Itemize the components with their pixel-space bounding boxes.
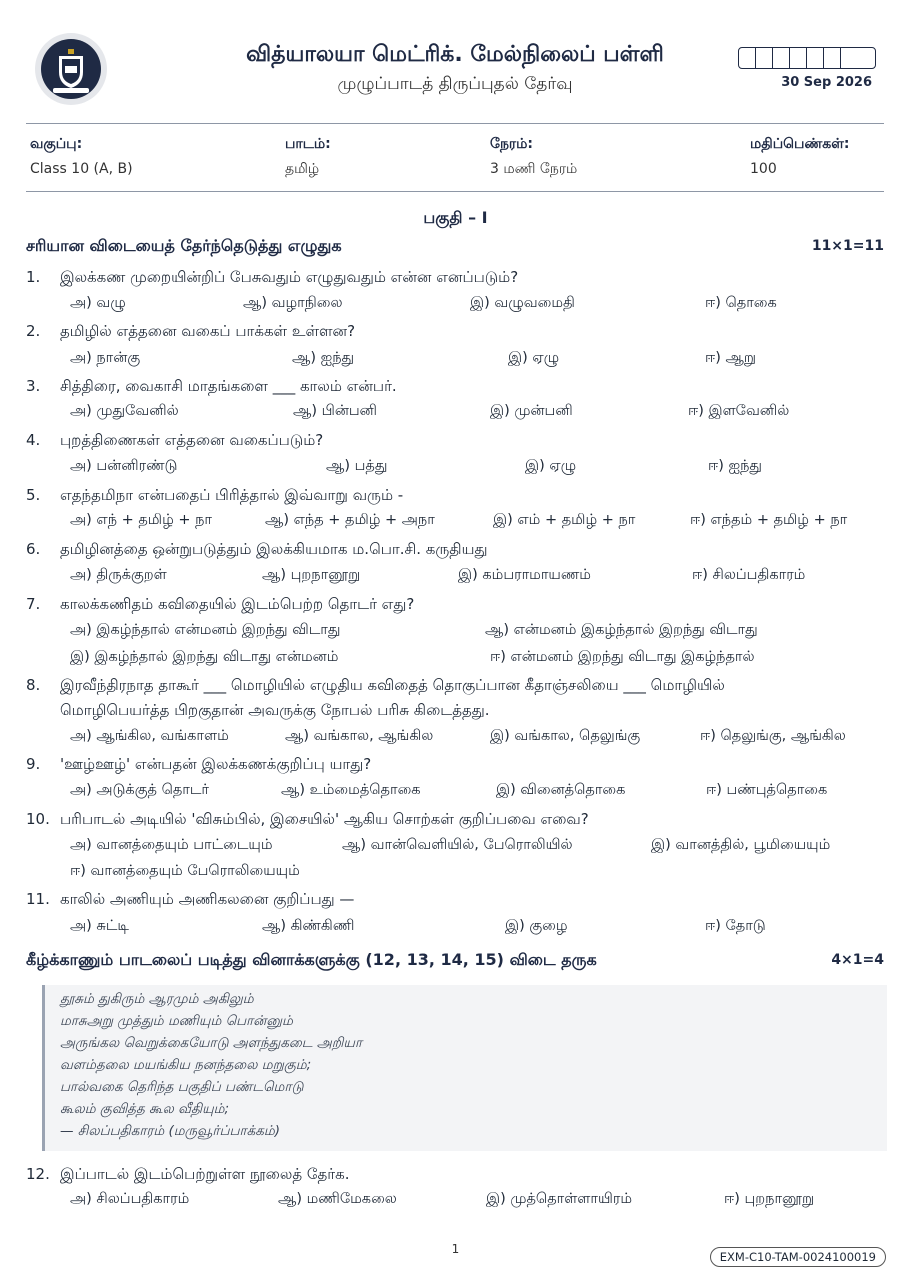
option: ஈ) தெலுங்கு, ஆங்கில	[700, 728, 846, 744]
option: ஈ) எந்தம் + தமிழ் + நா	[690, 512, 848, 528]
meta-value: 3 மணி நேரம்	[490, 161, 578, 177]
option: ஆ) பின்பனி	[293, 403, 378, 419]
question-number: 4.	[26, 431, 41, 449]
question-number: 7.	[26, 595, 41, 613]
question-text: சித்திரை, வைகாசி மாதங்களை ___ காலம் என்பர்.	[60, 377, 397, 395]
poem-source: — சிலப்பதிகாரம் (மருவூர்ப்பாக்கம்)	[60, 1123, 281, 1139]
option: இ) ஏழு	[508, 350, 560, 366]
option: ஈ) ஐந்து	[708, 458, 763, 474]
school-name: வித்யாலயா மெட்ரிக். மேல்நிலைப் பள்ளி	[246, 42, 664, 67]
question-text: காலில் அணியும் அணிகலனை குறிப்பது —	[60, 890, 355, 908]
meta-label: நேரம்:	[490, 136, 534, 152]
instruction	[26, 950, 884, 971]
option: ஆ) வங்கால, ஆங்கில	[285, 728, 434, 744]
option: அ) இகழ்ந்தால் என்மனம் இறந்து விடாது	[70, 622, 341, 638]
option: ஆ) ஐந்து	[292, 350, 355, 366]
option: அ) சிலப்பதிகாரம்	[70, 1191, 190, 1207]
poem-line: மாசுஅறு முத்தும் மணியும் பொன்னும்	[60, 1013, 293, 1029]
option: அ) எந் + தமிழ் + நா	[70, 512, 212, 528]
option: ஈ) புறநானூறு	[724, 1191, 815, 1207]
question-text: இலக்கண முறையின்றிப் பேசுவதும் எழுதுவதும் என்ன எனப்படும்?	[60, 268, 519, 286]
option: இ) முத்தொள்ளாயிரம்	[486, 1191, 633, 1207]
question-number: 8.	[26, 676, 41, 694]
question-number: 11.	[26, 890, 50, 908]
option: இ) ஏழு	[525, 458, 577, 474]
meta-value: Class 10 (A, B)	[30, 161, 133, 177]
question-number: 5.	[26, 486, 41, 504]
poem-line: பால்வகை தெரிந்த பகுதிப் பண்டமொடு	[60, 1079, 304, 1095]
marks-badge: 4×1=4	[831, 952, 884, 968]
option: அ) நான்கு	[70, 350, 141, 366]
option: ஆ) புறநானூறு	[262, 567, 361, 583]
question-number: 9.	[26, 755, 41, 773]
option: இ) வானத்தில், பூமியையும்	[651, 837, 831, 853]
option: அ) வழு	[70, 295, 126, 311]
poem-passage	[42, 985, 887, 1151]
question-text: மொழிபெயர்த்த பிறகுதான் அவருக்கு நோபல் பரிசு கிடைத்தது.	[60, 701, 490, 719]
option: அ) சுட்டி	[70, 918, 129, 934]
question-text: பரிபாடல் அடியில் 'விசும்பில், இசையில்' ஆகிய சொற்கள் குறிப்பவை எவை?	[60, 810, 589, 828]
option: ஈ) சிலப்பதிகாரம்	[692, 567, 806, 583]
option: இ) வழுவமைதி	[470, 295, 575, 311]
divider	[26, 123, 884, 124]
option: ஆ) என்மனம் இகழ்ந்தால் இறந்து விடாது	[485, 622, 758, 638]
option: அ) முதுவேனில்	[70, 403, 179, 419]
option: இ) குழை	[505, 918, 568, 934]
question-text: எதந்தமிநா என்பதைப் பிரித்தால் இவ்வாறு வரும் -	[60, 486, 404, 504]
option: இ) கம்பராமாயணம்	[458, 567, 591, 583]
option: ஈ) வானத்தையும் பேரொலியையும்	[70, 863, 300, 879]
option: அ) திருக்குறள்	[70, 567, 167, 583]
option: ஈ) என்மனம் இறந்து விடாது இகழ்ந்தால்	[490, 649, 755, 665]
marks-badge: 11×1=11	[811, 238, 884, 254]
option: இ) முன்பனி	[490, 403, 573, 419]
meta-value: தமிழ்	[285, 161, 320, 177]
option: இ) எம் + தமிழ் + நா	[493, 512, 636, 528]
option: ஆ) உம்மைத்தொகை	[281, 782, 421, 798]
question-number: 10.	[26, 810, 50, 828]
option: இ) வினைத்தொகை	[496, 782, 626, 798]
option: ஈ) இளவேனில்	[688, 403, 790, 419]
document-code: EXM-C10-TAM-0024100019	[710, 1247, 886, 1267]
option: இ) இகழ்ந்தால் இறந்து விடாது என்மனம்	[70, 649, 339, 665]
option: அ) அடுக்குத் தொடர்	[70, 782, 209, 798]
divider	[26, 191, 884, 192]
meta-value: 100	[750, 161, 777, 177]
option: ஆ) பத்து	[326, 458, 388, 474]
question-text: தமிழில் எத்தனை வகைப் பாக்கள் உள்ளன?	[60, 322, 356, 340]
option: ஆ) வான்வெளியில், பேரொலியில்	[342, 837, 573, 853]
question-text: இப்பாடல் இடம்பெற்றுள்ள நூலைத் தேர்க.	[60, 1165, 350, 1183]
meta-time	[490, 136, 577, 179]
question-text: புறத்திணைகள் எத்தனை வகைப்படும்?	[60, 431, 324, 449]
question-text: 'ஊழ்ஊழ்' என்பதன் இலக்கணக்குறிப்பு யாது?	[60, 755, 372, 773]
option: ஈ) தொகை	[705, 295, 777, 311]
poem-line: கூலம் குவித்த கூல வீதியும்;	[60, 1101, 230, 1117]
question-number: 1.	[26, 268, 41, 286]
option: அ) பன்னிரண்டு	[70, 458, 178, 474]
option: ஈ) தோடு	[705, 918, 766, 934]
question-text: தமிழினத்தை ஒன்றுபடுத்தும் இலக்கியமாக ம.பொ.சி. கருதியது	[60, 540, 488, 558]
meta-marks	[750, 136, 849, 177]
option: இ) வங்கால, தெலுங்கு	[490, 728, 641, 744]
instruction	[26, 236, 884, 257]
roll-number-boxes[interactable]	[738, 47, 876, 69]
question-number: 2.	[26, 322, 41, 340]
question-text: காலக்கணிதம் கவிதையில் இடம்பெற்ற தொடர் எது?	[60, 595, 415, 613]
instruction-text: கீழ்க்காணும் பாடலைப் படித்து வினாக்களுக்கு (12, 13, 14, 15) விடை தருக	[26, 950, 597, 969]
exam-title: முழுப்பாடத் திருப்புதல் தேர்வு	[337, 74, 573, 94]
question-number: 6.	[26, 540, 41, 558]
option: ஈ) ஆறு	[705, 350, 756, 366]
meta-label: வகுப்பு:	[30, 136, 83, 152]
option: ஆ) மணிமேகலை	[278, 1191, 397, 1207]
exam-date: 30 Sep 2026	[781, 75, 872, 90]
meta-class	[30, 136, 133, 177]
option: அ) ஆங்கில, வங்காளம்	[70, 728, 229, 744]
question-text: இரவீந்திரநாத தாகூர் ___ மொழியில் எழுதிய கவிதைத் தொகுப்பான கீதாஞ்சலியை ___ மொழியில்	[60, 676, 725, 694]
option: ஆ) எந்த + தமிழ் + அநா	[265, 512, 435, 528]
poem-line: வளம்தலை மயங்கிய நனந்தலை மறுகும்;	[60, 1057, 312, 1073]
question-number: 12.	[26, 1165, 50, 1183]
exam-header	[26, 32, 884, 112]
option: ஆ) வழாநிலை	[243, 295, 343, 311]
option: அ) வானத்தையும் பாட்டையும்	[70, 837, 273, 853]
page-number: 1	[451, 1242, 460, 1256]
section-title: பகுதி – I	[423, 208, 488, 227]
option: ஆ) கிண்கிணி	[262, 918, 355, 934]
instruction-text: சரியான விடையைத் தேர்ந்தெடுத்து எழுதுக	[26, 236, 342, 255]
question-number: 3.	[26, 377, 41, 395]
poem-line: தூசும் துகிரும் ஆரமும் அகிலும்	[60, 991, 254, 1007]
meta-subject	[285, 136, 331, 179]
option: ஈ) பண்புத்தொகை	[706, 782, 828, 798]
meta-label: பாடம்:	[285, 136, 331, 152]
meta-label: மதிப்பெண்கள்:	[750, 136, 850, 152]
poem-line: அருங்கல வெறுக்கையோடு அளந்துகடை அறியா	[60, 1035, 363, 1051]
